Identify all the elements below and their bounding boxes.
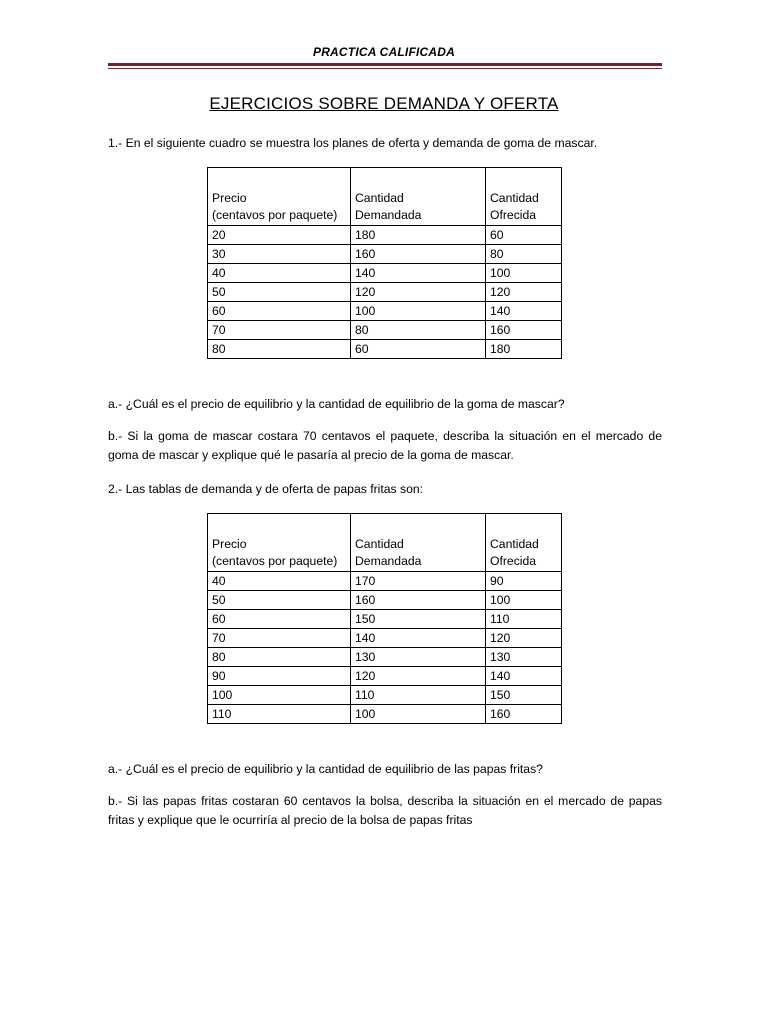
- column-header-line: Demandada: [355, 554, 422, 568]
- column-header-line: Ofrecida: [490, 554, 537, 568]
- column-header-price: [208, 168, 351, 226]
- price-cell: 50: [208, 591, 351, 610]
- price-cell: 70: [208, 321, 351, 340]
- supply-cell: 160: [486, 321, 562, 340]
- demand-cell: 80: [351, 321, 486, 340]
- exercise2-table: [207, 513, 562, 724]
- column-header-line: Demandada: [355, 208, 422, 222]
- demand-cell: 60: [351, 340, 486, 359]
- demand-cell: 130: [351, 648, 486, 667]
- supply-cell: 100: [486, 591, 562, 610]
- table-row: [208, 321, 562, 340]
- price-cell: 60: [208, 610, 351, 629]
- header-rule-thick: [108, 63, 662, 66]
- table-row: [208, 629, 562, 648]
- demand-cell: 100: [351, 705, 486, 724]
- table-row: [208, 340, 562, 359]
- supply-cell: 150: [486, 686, 562, 705]
- table-row: [208, 686, 562, 705]
- price-cell: 40: [208, 264, 351, 283]
- column-header-line: (centavos por paquete): [212, 208, 338, 222]
- column-header-line: Cantidad: [355, 191, 404, 205]
- demand-cell: 170: [351, 572, 486, 591]
- demand-cell: 120: [351, 667, 486, 686]
- price-cell: 100: [208, 686, 351, 705]
- demand-cell: 150: [351, 610, 486, 629]
- column-header-line: Ofrecida: [490, 208, 537, 222]
- price-cell: 50: [208, 283, 351, 302]
- table-row: [208, 705, 562, 724]
- demand-cell: 110: [351, 686, 486, 705]
- exercise1-intro: 1.- En el siguiente cuadro se muestra los planes de oferta y demanda de goma de mascar.: [108, 136, 598, 150]
- exercise2-question-a: a.- ¿Cuál es el precio de equilibrio y la cantidad de equilibrio de las papas fritas?: [108, 762, 543, 776]
- table-row: [208, 302, 562, 321]
- exercise2-intro: 2.- Las tablas de demanda y de oferta de papas fritas son:: [108, 482, 424, 496]
- supply-cell: 130: [486, 648, 562, 667]
- table-row: [208, 226, 562, 245]
- supply-cell: 140: [486, 302, 562, 321]
- column-header-demand: [351, 514, 486, 572]
- supply-cell: 120: [486, 629, 562, 648]
- price-cell: 80: [208, 340, 351, 359]
- price-cell: 90: [208, 667, 351, 686]
- exercise1-question-a: a.- ¿Cuál es el precio de equilibrio y la cantidad de equilibrio de la goma de mascar?: [108, 397, 565, 411]
- price-cell: 40: [208, 572, 351, 591]
- column-header-line: Cantidad: [490, 537, 539, 551]
- price-cell: 80: [208, 648, 351, 667]
- demand-cell: 100: [351, 302, 486, 321]
- table-row: [208, 245, 562, 264]
- table-row: [208, 264, 562, 283]
- column-header-supply: [486, 514, 562, 572]
- column-header-demand: [351, 168, 486, 226]
- column-header-line: Cantidad: [490, 191, 539, 205]
- table-row: [208, 283, 562, 302]
- price-cell: 70: [208, 629, 351, 648]
- exercise1-question-b: b.- Si la goma de mascar costara 70 centavos el paquete, describa la situación en el mercado de goma de mascar y explique qué le pasaría al precio de la goma de mascar.: [108, 429, 662, 462]
- demand-cell: 160: [351, 591, 486, 610]
- supply-cell: 120: [486, 283, 562, 302]
- column-header-line: Precio: [212, 537, 247, 551]
- demand-cell: 180: [351, 226, 486, 245]
- table-row: [208, 610, 562, 629]
- supply-cell: 90: [486, 572, 562, 591]
- supply-cell: 160: [486, 705, 562, 724]
- header-rule-thin: [108, 68, 662, 69]
- header-title: PRACTICA CALIFICADA: [312, 45, 455, 59]
- table-row: [208, 591, 562, 610]
- price-cell: 110: [208, 705, 351, 724]
- supply-cell: 110: [486, 610, 562, 629]
- supply-cell: 100: [486, 264, 562, 283]
- table-row: [208, 572, 562, 591]
- price-cell: 60: [208, 302, 351, 321]
- demand-cell: 140: [351, 264, 486, 283]
- column-header-supply: [486, 168, 562, 226]
- supply-cell: 180: [486, 340, 562, 359]
- table-row: [208, 648, 562, 667]
- table-header-row: [208, 168, 562, 226]
- page-title: EJERCICIOS SOBRE DEMANDA Y OFERTA: [209, 94, 559, 113]
- supply-cell: 60: [486, 226, 562, 245]
- column-header-line: Precio: [212, 191, 247, 205]
- demand-cell: 120: [351, 283, 486, 302]
- table-header-row: [208, 514, 562, 572]
- exercise1-table: [207, 167, 562, 359]
- column-header-line: (centavos por paquete): [212, 554, 338, 568]
- supply-cell: 140: [486, 667, 562, 686]
- demand-cell: 140: [351, 629, 486, 648]
- supply-cell: 80: [486, 245, 562, 264]
- demand-cell: 160: [351, 245, 486, 264]
- column-header-line: Cantidad: [355, 537, 404, 551]
- column-header-price: [208, 514, 351, 572]
- exercise2-question-b: b.- Si las papas fritas costaran 60 centavos la bolsa, describa la situación en el mercado de papas fritas y explique que le ocurriría al precio de la bolsa de papas fritas: [108, 794, 662, 827]
- price-cell: 30: [208, 245, 351, 264]
- table-row: [208, 667, 562, 686]
- price-cell: 20: [208, 226, 351, 245]
